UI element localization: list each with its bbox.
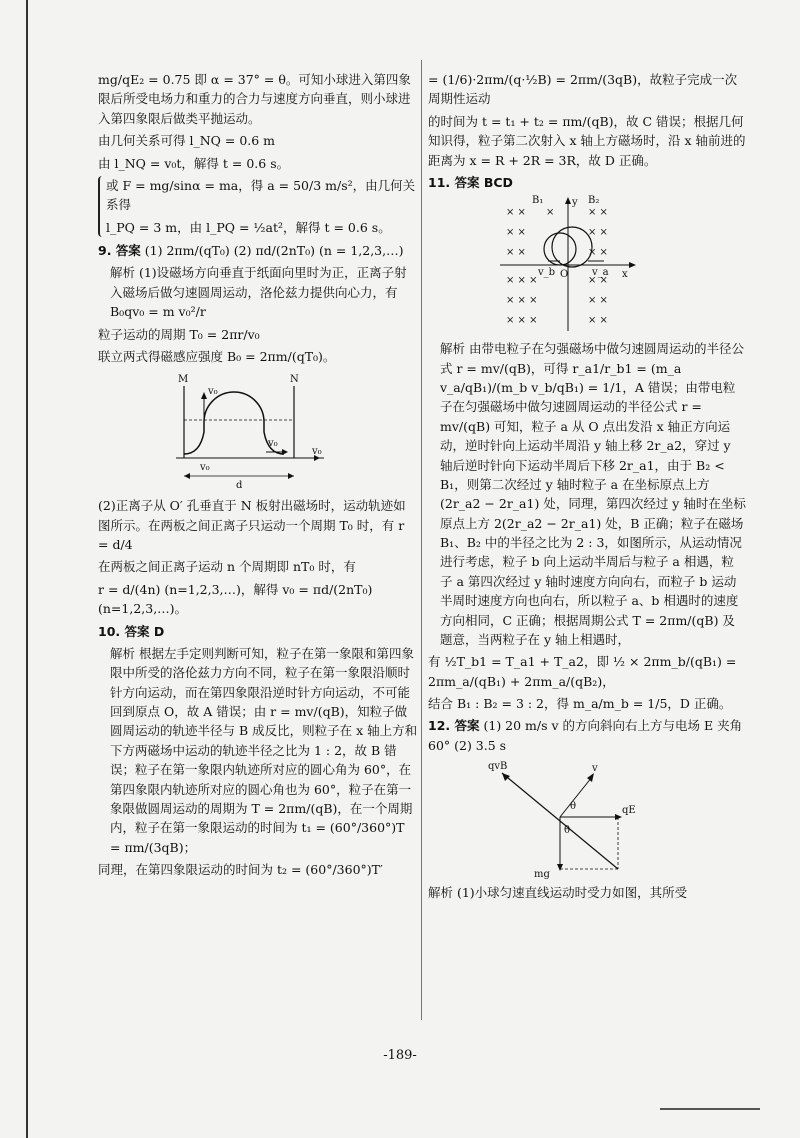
svg-text:× × ×: × × × [506,275,538,287]
label-y-axis: y [572,197,578,209]
q12-answer-text: (1) 20 m/s v 的方向斜向右上方与电场 E 夹角 60° (2) 3.5 s [428,718,743,753]
page-number: -189- [383,1048,417,1063]
label-B1: B₁ [532,195,544,207]
label-qE: qE [622,805,636,817]
q9-answer-text: (1) 2πm/(qT₀) (2) πd/(2nT₀) (n = 1,2,3,…) [144,243,404,258]
svg-text:× ×: × × [588,295,608,307]
q10-analysis-1: 解析 根据左手定则判断可知，粒子在第一象限和第四象限中所受的洛伦兹力方向不同，粒子在第一象限沿顺时针方向运动，而在第四象限沿逆时针方向运动，不可能回到原点 O，故 A 错误；由 r = mv/(qB)，知粒子做圆周运动的轨迹半径与 B 成反比，则粒子在 x 轴上方和下方两磁场中运动的轨迹半径之比为 1 : 2，故 B 错误；粒子在第一象限内轨迹所对应的圆心角为 60°，在第四象限内轨迹所对应的圆心角也为 60°，粒子在第一象限做圆周运动的周期为 T = 2πm/(qB)，在一个周期内，粒子在第一象限运动的时间为 t₁ = (60°/360°)T = πm/(3qB)； [110,645,418,855]
label-v0-up: v₀ [208,386,218,398]
q9-analysis-3: 联立两式得磁感应强度 B₀ = 2πm/(qT₀)。 [98,348,336,364]
label-va: v_a [592,267,609,279]
q9-analysis-4: (2)正离子从 O′ 孔垂直于 N 板射出磁场时，运动轨迹如图所示。在两板之间正离子只运动一个周期 T₀ 时，有 r = d/4 [98,498,406,552]
alt-line-1: 或 F = mg/sinα = ma，得 a = 50/3 m/s²，由几何关系得 [106,177,416,213]
q8-time-line: 由 l_NQ = v₀t，解得 t = 0.6 s。 [98,155,290,171]
q12-analysis-1: 解析 (1)小球匀速直线运动时受力如图，其所受 [428,885,688,901]
label-v0-entry: v₀ [200,462,210,474]
q11-analysis-1: 解析 由带电粒子在匀强磁场中做匀速圆周运动的半径公式 r = mv/(qB)，可得 r_a1/r_b1 = (m_a v_a/qB₁)/(m_b v_b/qB₁) = 1/1，A 错误；由带电粒子在匀强磁场中做匀速圆周运动的半径公式 r = mv/(qB) 可知，粒子 a 从 O 点出发沿 x 轴正方向运动，逆时针向上运动半周沿 y 轴上移 2r_a2，穿过 y 轴后逆时针向下运动半周后下移 2r_a1，由于 B₂ < B₁，则第二次经过 y 轴时粒子 a 在坐标原点上方 (2r_a2 − 2r_a1) 处，同理，第四次经过 y 轴时在坐标原点上方 2(2r_a2 − 2r_a1) 处，B 正确；粒子在磁场 B₁、B₂ 中的半径之比为 2 : 3，如图所示，从运动情况进行考虑，粒子 b 向上运动半周后与粒子 a 相遇，粒子 a 第四次经过 y 轴时速度方向向右，而粒子 b 运动半周时速度方向也向右，所以粒子 a、b 相遇时的速度方向相同，C 正确；根据周期公式 T = 2πm/(qB) 及题意，当两粒子在 y 轴上相遇时， [440,341,746,647]
svg-text:×: × [546,207,555,219]
svg-text:× ×: × × [588,315,608,327]
label-B2: B₂ [588,195,600,207]
svg-text:× × ×: × × × [506,295,538,307]
q11-answer [428,173,746,192]
q12-heading: 12. 答案 [428,718,480,734]
q12-answer [428,716,746,755]
q9-trajectory-figure [174,372,344,490]
right-column [428,70,746,906]
label-v: v [592,763,598,775]
svg-text:× ×: × × [506,227,526,239]
label-v0-exit: v₀ [312,446,322,458]
svg-text:× × ×: × × × [506,315,538,327]
label-v0-mid: v₀ [268,438,278,450]
q10-answer [98,622,418,641]
svg-text:× ×: × × [588,247,608,259]
q8-continuation: mg/qE₂ = 0.75 即 α = 37° = θ。可知小球进入第四象限后所受电场力和重力的合力与速度方向垂直，则小球进入第四象限后做类平抛运动。 [98,72,411,126]
label-theta-bottom: θ [564,825,571,837]
q9-heading: 9. 答案 [98,243,141,258]
label-d: d [236,480,243,491]
q11-magnetic-field-figure [498,195,638,333]
svg-text:× ×: × × [588,275,608,287]
label-mg: mg [534,869,550,880]
label-theta-top: θ [570,801,577,813]
svg-text:× ×: × × [588,207,608,219]
label-origin: O [560,269,569,281]
q10-heading: 10. 答案 D [98,623,165,639]
left-column [98,70,418,882]
q8-alternative-solution [98,176,418,237]
svg-text:× ×: × × [588,227,608,239]
svg-text:× ×: × × [506,247,526,259]
label-vb: v_b [538,267,556,279]
q9-analysis-2: 粒子运动的周期 T₀ = 2πr/v₀ [98,326,260,342]
q11-analysis-2: 有 ½T_b1 = T_a1 + T_a2，即 ½ × 2πm_b/(qB₁) = 2πm_a/(qB₁) + 2πm_a/(qB₂)， [428,654,737,689]
q9-analysis-5: 在两板之间正离子运动 n 个周期即 nT₀ 时，有 [98,559,356,575]
q9-analysis-6: r = d/(4n) (n=1,2,3,…)，解得 v₀ = πd/(2nT₀) (n=1,2,3,…)。 [98,581,373,617]
column-divider [421,60,422,1020]
page-binding-edge [26,0,28,1138]
label-qvB: qvB [488,761,508,773]
q11-heading: 11. 答案 BCD [428,174,513,190]
q10-continued-2: 的时间为 t = t₁ + t₂ = πm/(qB)，故 C 错误；根据几何知识得，粒子第二次射入 x 轴上方磁场时，沿 x 轴前进的距离为 x = R + 2R = 3R，故 D 正确。 [428,113,746,168]
q8-geometry-line: 由几何关系可得 l_NQ = 0.6 m [98,133,276,149]
svg-text:× ×: × × [506,207,526,219]
alt-line-2: l_PQ = 3 m，由 l_PQ = ½at²，解得 t = 0.6 s。 [106,219,391,235]
q12-force-diagram [488,759,668,879]
q9-answer [98,241,418,260]
q10-analysis-2: 同理，在第四象限运动的时间为 t₂ = (60°/360°)T′ [98,862,383,877]
bottom-rule [660,1108,760,1110]
label-M: M [178,374,189,386]
q11-analysis-3: 结合 B₁ : B₂ = 3 : 2，得 m_a/m_b = 1/5，D 正确。 [428,696,732,711]
label-x-axis: x [622,269,628,281]
label-N: N [290,374,299,386]
q10-continued-1: = (1/6)·2πm/(q·½B) = 2πm/(3qB)，故粒子完成一次周期性运动 [428,72,738,107]
q9-analysis-1: 解析 (1)设磁场方向垂直于纸面向里时为正，正离子射入磁场后做匀速圆周运动，洛伦兹力提供向心力，有 B₀qv₀ = m v₀²/r [110,265,407,320]
